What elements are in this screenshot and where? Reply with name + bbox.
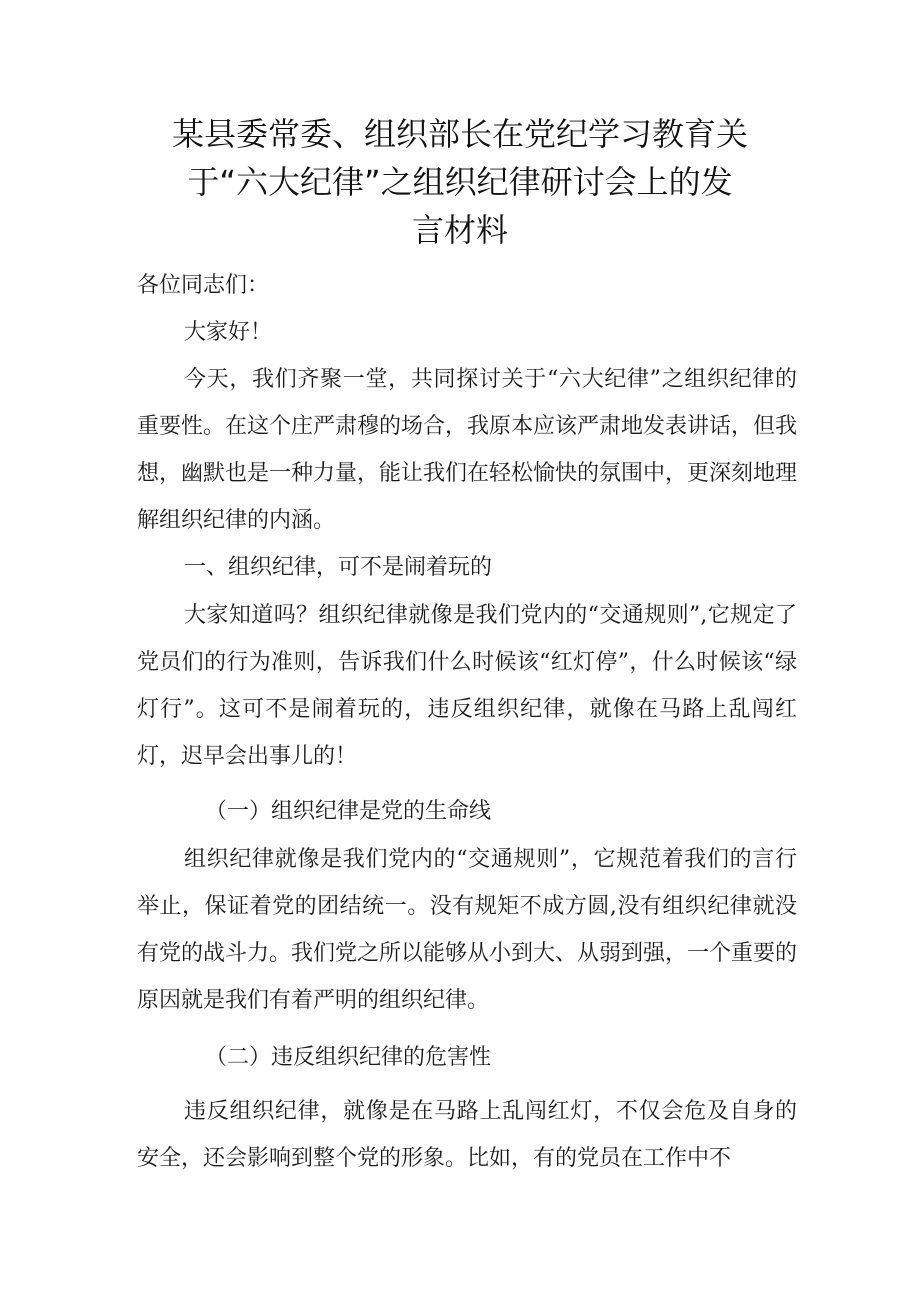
title-line-2: 于“六大纪律”之组织纪律研讨会上的发 bbox=[187, 163, 733, 201]
subsection-2-paragraph: 违反组织纪律，就像是在马路上乱闯红灯，不仅会危及自身的安全，还会影响到整个党的形象。比如，有的党员在工作中不 bbox=[137, 1099, 797, 1171]
salutation: 各位同志们： bbox=[137, 273, 270, 298]
section-1-paragraph: 大家知道吗？组织纪律就像是我们党内的“交通规则”,它规定了党员们的行为准则，告诉我们什么时候该“红灯停”，什么时候该“绿灯行”。这可不是闹着玩的，违反组织纪律，就像在马路上乱闯红灯，迟早会出事儿的！ bbox=[137, 603, 797, 769]
title-line-3: 言材料 bbox=[411, 211, 508, 249]
title-line-1: 某县委常委、组织部长在党纪学习教育关 bbox=[171, 115, 748, 153]
subsection-1-heading: （一）组织纪律是党的生命线 bbox=[205, 799, 492, 824]
subsection-2-heading: （二）违反组织纪律的危害性 bbox=[205, 1045, 492, 1070]
intro-paragraph: 今天，我们齐聚一堂，共同探讨关于“六大纪律”之组织纪律的重要性。在这个庄严肃穆的场合，我原本应该严肃地发表讲话，但我想，幽默也是一种力量，能让我们在轻松愉快的氛围中，更深刻地理解组织纪律的内涵。 bbox=[137, 367, 798, 533]
subsection-1-paragraph: 组织纪律就像是我们党内的“交通规则”，它规范着我们的言行举止，保证着党的团结统一。没有规矩不成方圆,没有组织纪律就没有党的战斗力。我们党之所以能够从小到大、从弱到强，一个重要的原因就是我们有着严明的组织纪律。 bbox=[137, 847, 798, 1013]
section-1-heading: 一、组织纪律，可不是闹着玩的 bbox=[184, 555, 493, 580]
greeting: 大家好！ bbox=[184, 320, 273, 345]
